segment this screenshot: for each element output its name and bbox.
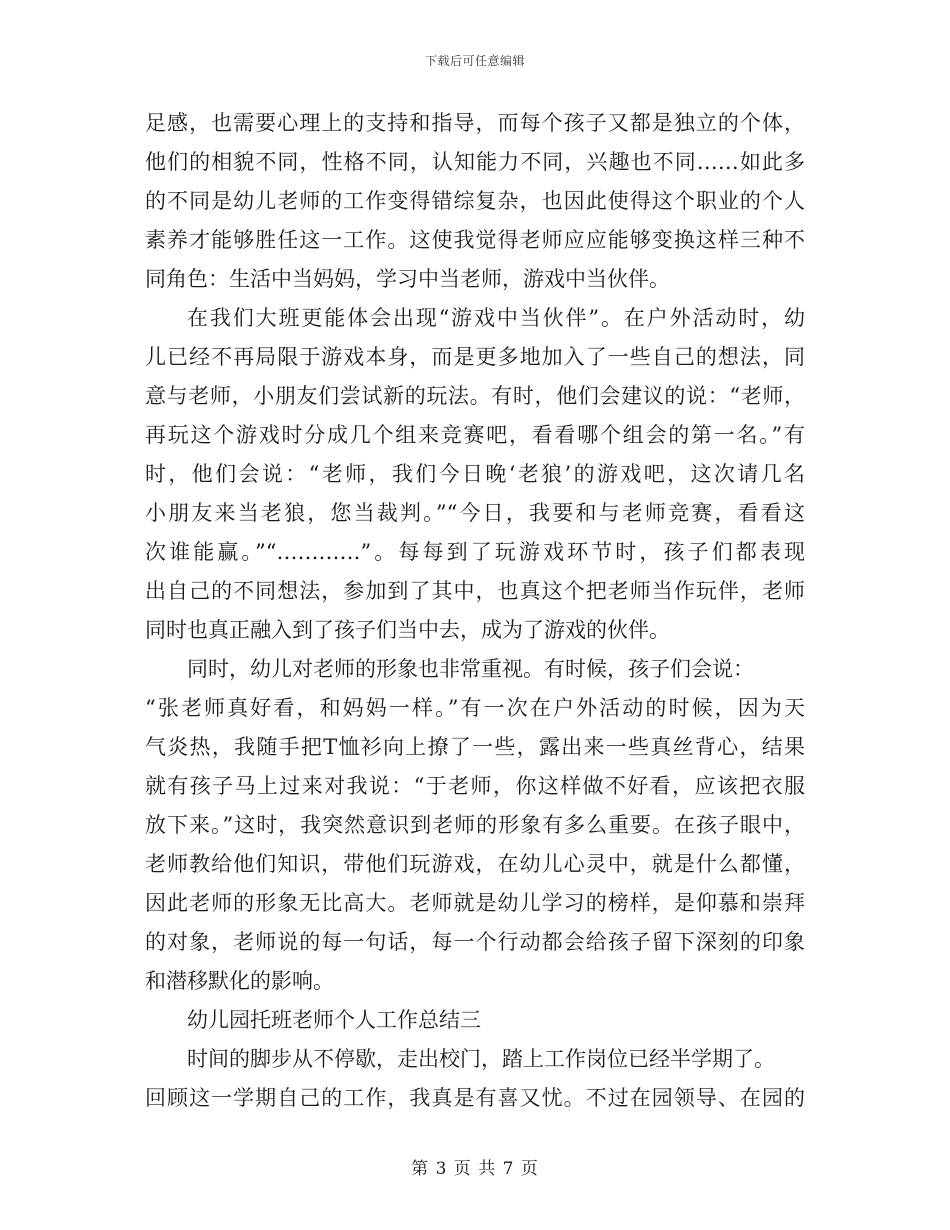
text-line: 同时也真正融入到了孩子们当中去，成为了游戏的伙伴。	[145, 618, 670, 642]
text-line: 放下来。”这时，我突然意识到老师的形象有多么重要。在孩子眼中，	[145, 813, 805, 837]
text-line: 幼儿园托班老师个人工作总结三	[187, 1008, 481, 1032]
text-line: 同时，幼儿对老师的形象也非常重视。有时候，孩子们会说：	[187, 657, 754, 681]
text-line: 时，他们会说：“老师，我们今日晚‘老狼’的游戏吧，这次请几名	[145, 462, 805, 486]
text-line: “张老师真好看，和妈妈一样。”有一次在户外活动的时候，因为天	[145, 696, 805, 720]
text-line: 意与老师，小朋友们尝试新的玩法。有时，他们会建议的说：“老师，	[145, 384, 805, 408]
text-line: 儿已经不再局限于游戏本身，而是更多地加入了一些自己的想法，同	[145, 345, 805, 369]
text-line: 回顾这一学期自己的工作，我真是有喜又忧。不过在园领导、在园的	[145, 1086, 805, 1110]
document-body	[145, 104, 805, 1118]
text-line: 老师教给他们知识，带他们玩游戏，在幼儿心灵中，就是什么都懂，	[145, 852, 805, 876]
text-line: 时间的脚步从不停歇，走出校门，踏上工作岗位已经半学期了。	[187, 1047, 775, 1071]
text-line: 因此老师的形象无比高大。老师就是幼儿学习的榜样，是仰慕和崇拜	[145, 891, 805, 915]
text-line: 的对象，老师说的每一句话，每一个行动都会给孩子留下深刻的印象	[145, 930, 805, 954]
text-line: 就有孩子马上过来对我说：“于老师，你这样做不好看，应该把衣服	[145, 774, 805, 798]
text-line: 再玩这个游戏时分成几个组来竞赛吧，看看哪个组会的第一名。”有	[145, 423, 805, 447]
text-line: 他们的相貌不同，性格不同，认知能力不同，兴趣也不同……如此多	[145, 150, 805, 174]
text-line: 小朋友来当老狼，您当裁判。”“今日，我要和与老师竞赛，看看这	[145, 501, 805, 525]
text-line: 次谁能赢。”“…………”。每每到了玩游戏环节时，孩子们都表现	[145, 540, 805, 564]
text-line: 足感，也需要心理上的支持和指导，而每个孩子又都是独立的个体，	[145, 111, 805, 135]
text-line: 的不同是幼儿老师的工作变得错综复杂，也因此使得这个职业的个人	[145, 189, 805, 213]
text-line: 素养才能够胜任这一工作。这使我觉得老师应应能够变换这样三种不	[145, 228, 805, 252]
text-line: 在我们大班更能体会出现“游戏中当伙伴”。在户外活动时，幼	[187, 306, 805, 330]
text-line: 出自己的不同想法，参加到了其中，也真这个把老师当作玩伴，老师	[145, 579, 805, 603]
page-footer: 第 3 页 共 7 页	[411, 1159, 539, 1179]
page-header: 下载后可任意编辑	[424, 54, 525, 68]
text-line: 气炎热，我随手把T恤衫向上撩了一些，露出来一些真丝背心，结果	[145, 735, 805, 759]
text-line: 和潜移默化的影响。	[145, 969, 334, 993]
text-line: 同角色：生活中当妈妈，学习中当老师，游戏中当伙伴。	[145, 267, 670, 291]
